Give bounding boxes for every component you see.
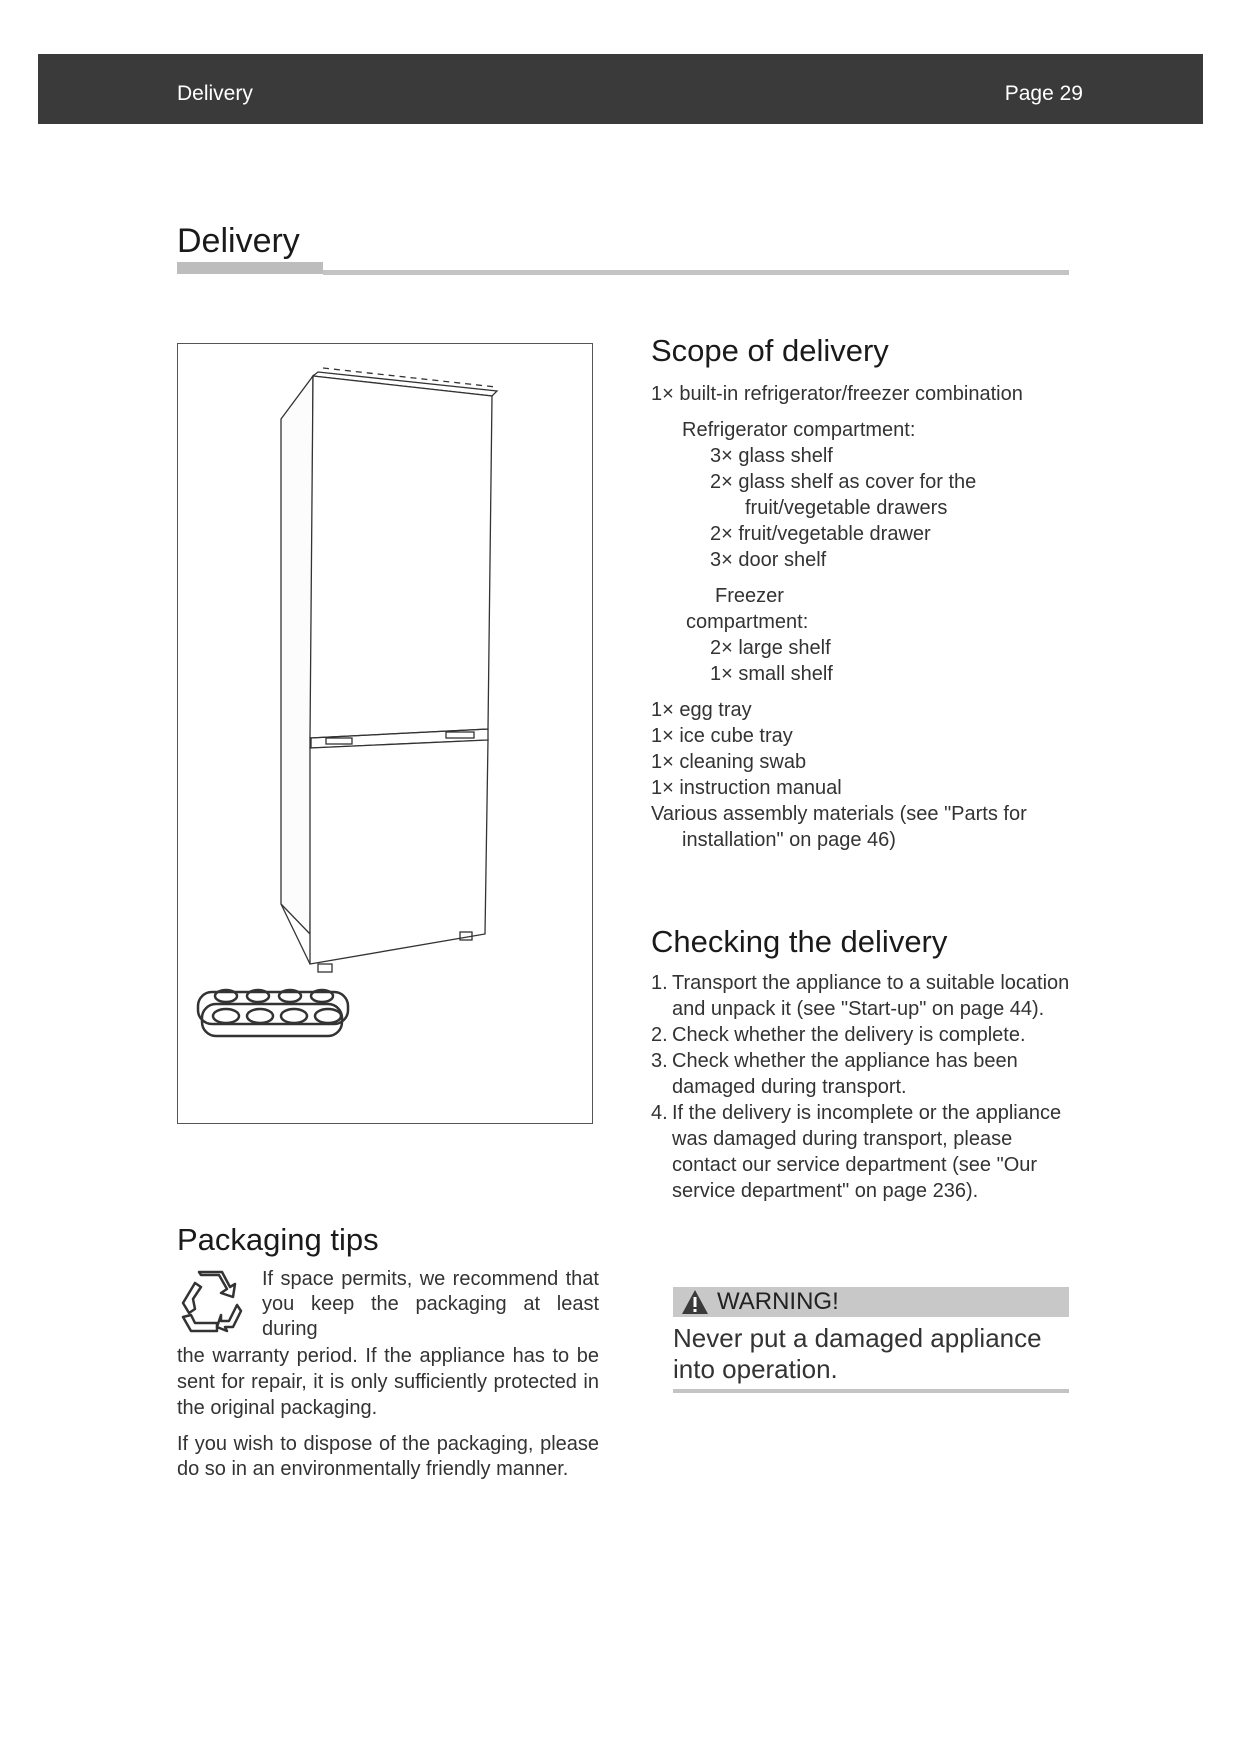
assembly-materials: Various assembly materials (see "Parts for: [651, 803, 1027, 825]
main-item: 1× built-in refrigerator/freezer combination: [651, 383, 1023, 405]
warning-header: [673, 1287, 1069, 1317]
freezer-item: 1× small shelf: [710, 663, 833, 685]
step-text: Transport the appliance to a suitable location and unpack it (see "Start-up" on page 44).: [672, 972, 1070, 1020]
warning-triangle-icon: [681, 1289, 709, 1315]
freezer-item: 2× large shelf: [710, 637, 831, 659]
warning-label: WARNING!: [717, 1288, 839, 1315]
assembly-materials-cont: installation" on page 46): [682, 829, 896, 851]
scope-of-delivery-heading: Scope of delivery: [651, 333, 889, 368]
list-item: [651, 1022, 1081, 1048]
accessory-item: 1× instruction manual: [651, 777, 842, 799]
fridge-item: 2× fruit/vegetable drawer: [710, 523, 931, 545]
packaging-dispose: If you wish to dispose of the packaging, please do so in an environmentally friendly manner.: [177, 1433, 599, 1480]
fridge-freezer-illustration: [281, 368, 497, 972]
step-number: 2.: [651, 1024, 668, 1046]
header-section: Delivery: [177, 82, 253, 105]
page-title: Delivery: [177, 222, 300, 260]
warning-box: [673, 1287, 1069, 1393]
fridge-item: 3× glass shelf: [710, 445, 833, 467]
packaging-tips-heading: Packaging tips: [177, 1222, 379, 1257]
page-header: [38, 54, 1203, 124]
warning-text: Never put a damaged appliance into operation.: [673, 1323, 1042, 1384]
list-item: [651, 1100, 1081, 1204]
step-text: Check whether the appliance has been damaged during transport.: [672, 1050, 1018, 1098]
fridge-item: 3× door shelf: [710, 549, 827, 571]
step-number: 3.: [651, 1050, 668, 1072]
checking-delivery-heading: Checking the delivery: [651, 924, 948, 959]
packaging-continued: the warranty period. If the appliance has to be sent for repair, it is only sufficiently protected in the original packaging.: [177, 1345, 599, 1419]
title-rule-accent: [177, 262, 323, 274]
warning-rule: [673, 1389, 1069, 1393]
step-number: 4.: [651, 1102, 668, 1124]
freezer-heading: compartment:: [686, 611, 809, 633]
step-text: Check whether the delivery is complete.: [672, 1024, 1026, 1046]
egg-tray-icon: [198, 990, 348, 1036]
step-number: 1.: [651, 972, 668, 994]
accessory-item: 1× ice cube tray: [651, 725, 793, 747]
accessory-item: 1× egg tray: [651, 699, 752, 721]
scope-of-delivery-list: [651, 381, 1081, 853]
delivery-illustration: [177, 343, 593, 1124]
fridge-item: 2× glass shelf as cover for the: [710, 471, 977, 493]
recycle-icon: [177, 1269, 243, 1335]
freezer-heading: Freezer: [715, 585, 784, 607]
packaging-intro: If space permits, we recommend that you keep the packaging at least during: [262, 1268, 599, 1340]
list-item: [651, 1048, 1081, 1100]
title-rule: [323, 270, 1069, 275]
fridge-heading: Refrigerator compartment:: [682, 419, 916, 441]
list-item: [651, 970, 1081, 1022]
header-page-number: Page 29: [1004, 82, 1083, 105]
step-text: If the delivery is incomplete or the appliance was damaged during transport, please contact our service department (see "Our service department" on page 236).: [672, 1102, 1062, 1202]
checking-steps: [651, 970, 1081, 1204]
fridge-item: fruit/vegetable drawers: [745, 497, 948, 519]
accessory-item: 1× cleaning swab: [651, 751, 807, 773]
